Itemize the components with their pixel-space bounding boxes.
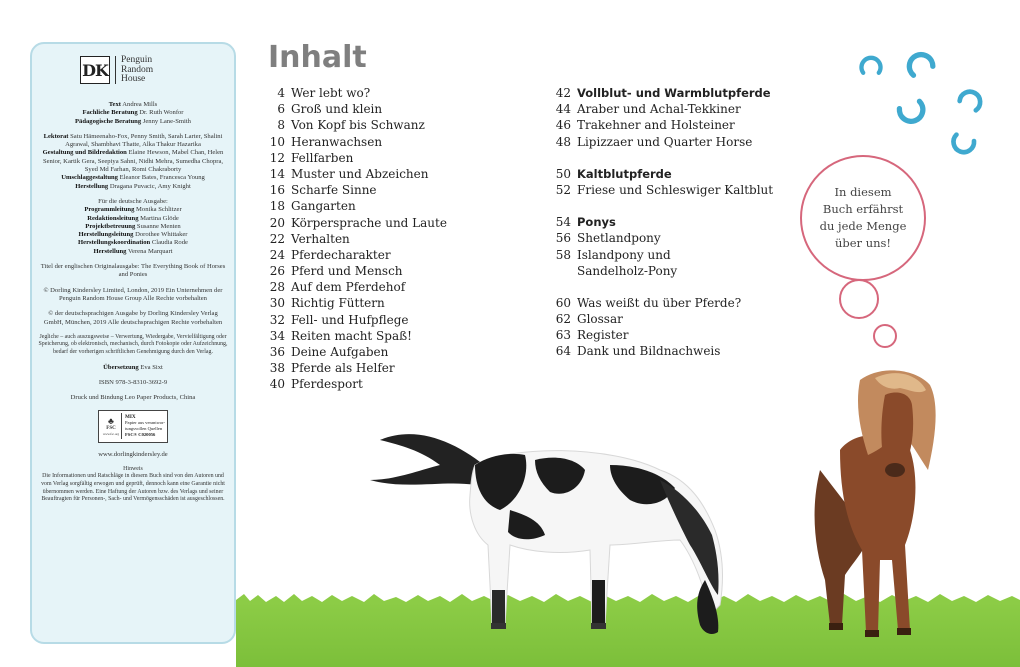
- toc-page-number: 8: [277, 118, 285, 133]
- toc-entry-label: Pferdesport: [291, 377, 363, 392]
- translation-credit: Übersetzung Eva Sixt: [103, 363, 163, 371]
- toc-entry[interactable]: [259, 151, 519, 167]
- toc-page-number: 58: [555, 247, 571, 262]
- toc-entry-label: Sandelholz-Pony: [577, 263, 678, 278]
- toc-right-column: [545, 86, 805, 361]
- toc-entry-label: Fellfarben: [291, 150, 354, 165]
- toc-entry-label: Vollblut- und Warmblutpferde: [577, 86, 771, 100]
- toc-entry[interactable]: [259, 102, 519, 118]
- toc-page-number: 62: [555, 312, 571, 327]
- hint-title: Hinweis: [123, 465, 143, 472]
- credit-line: Gestaltung und Bildredaktion Elaine Hewson, Mabel Chan, Helen Senior, Kartik Gera, Seepiya Sahni, Nidhi Mehra, Sumedha Chopra, Syed Md Farhan, Romi Chakraborty: [42, 149, 224, 174]
- toc-page-number: 30: [269, 296, 285, 311]
- toc-entry[interactable]: [259, 280, 519, 296]
- toc-entry-label: Groß und klein: [291, 102, 383, 117]
- toc-entry-label: Ponys: [577, 215, 616, 230]
- fsc-tree-icon: ♣ FSC www.fsc.org: [101, 413, 122, 439]
- fsc-label: ♣ FSC www.fsc.org MIX Papier aus verantwor- tungsvollen Quellen FSC® C020056: [98, 410, 168, 443]
- toc-entry[interactable]: [545, 118, 805, 134]
- toc-entry-label: Pferde als Helfer: [291, 361, 395, 376]
- toc-entry-label: Islandpony und: [577, 247, 671, 262]
- credit-line: Pädagogische Beratung Jenny Lane-Smith: [75, 117, 191, 125]
- toc-page-number: 54: [555, 215, 571, 230]
- credit-line: Herstellung Dragana Puvacic, Amy Knight: [75, 182, 191, 190]
- copyright-de: © der deutschsprachigen Ausgabe by Dorling Kindersley Verlag GmbH, München, 2019 Alle deutschsprachigen Rechte vorbehalten: [43, 310, 223, 326]
- credit-line: Projektbetreuung Susanne Menten: [85, 222, 181, 230]
- website-link[interactable]: www.dorlingkindersley.de: [98, 450, 168, 458]
- horseshoe-icon: [896, 96, 928, 128]
- toc-entry[interactable]: [259, 296, 519, 312]
- horseshoe-icon: [856, 52, 886, 78]
- toc-entry-label: Muster und Abzeichen: [291, 166, 429, 181]
- credit-line: Umschlaggestaltung Eleanor Bates, Francesca Young: [61, 174, 205, 182]
- credit-line: Fachliche Beratung Dr. Ruth Wonfor: [82, 109, 184, 117]
- credit-line: Text Andrea Mills: [108, 101, 158, 108]
- toc-page-number: 28: [269, 280, 285, 295]
- toc-entry[interactable]: [259, 183, 519, 199]
- toc-entry-label: Kaltblutpferde: [577, 166, 672, 181]
- toc-entry-label: Reiten macht Spaß!: [291, 328, 412, 343]
- toc-page-number: 40: [269, 377, 285, 392]
- credit-block: [38, 198, 228, 256]
- credit-line: Herstellungskoordination Claudia Rode: [78, 239, 188, 247]
- credit-line: Herstellung Verena Marquart: [93, 247, 173, 255]
- rights-notice: Jegliche – auch auszugsweise – Verwertung, Wiedergabe, Vervielfältigung oder Speicherung, ob elektronisch, mechanisch, durch Fotokopie oder Aufzeichnung, bedarf der vorherigen schriftlichen Genehmigung durch den Verlag.: [38, 333, 228, 356]
- printing-info: Druck und Bindung Leo Paper Products, China: [70, 394, 196, 402]
- toc-page-number: 26: [269, 264, 285, 279]
- toc-page-number: 6: [277, 102, 285, 117]
- toc-page-number: 44: [555, 102, 571, 117]
- toc-entry-label: Auf dem Pferdehof: [291, 280, 406, 295]
- toc-entry[interactable]: [545, 296, 805, 312]
- toc-entry-label: Pferdecharakter: [291, 247, 391, 262]
- toc-entry[interactable]: [545, 102, 805, 118]
- toc-page-number: 42: [555, 86, 571, 100]
- toc-group-gap: [545, 280, 805, 296]
- toc-entry-label: Deine Aufgaben: [291, 345, 389, 359]
- toc-entry[interactable]: [259, 377, 519, 393]
- thought-bubble: In diesem Buch erfährst du jede Menge über uns!: [800, 155, 926, 281]
- credit-line: Programmleitung Monika Schlitzer: [84, 206, 182, 214]
- horseshoe-icon: [903, 48, 937, 80]
- toc-entry[interactable]: [259, 345, 519, 361]
- toc-entry[interactable]: [545, 183, 805, 199]
- toc-entry-label: Heranwachsen: [291, 134, 383, 149]
- toc-entry-label: Von Kopf bis Schwanz: [291, 118, 425, 133]
- isbn: ISBN 978-3-8310-3692-9: [98, 378, 168, 386]
- original-title: Titel der englischen Originalausgabe: The Everything Book of Horses and Ponies: [40, 263, 226, 279]
- toc-entry[interactable]: [259, 232, 519, 248]
- toc-page-number: 36: [269, 345, 285, 359]
- imprint-text: [38, 101, 228, 504]
- toc-page-number: 60: [555, 295, 571, 310]
- toc-entry[interactable]: [545, 135, 805, 151]
- credit-line: Herstellungsleitung Dorothee Whittaker: [78, 231, 188, 239]
- toc-entry-label: Gangarten: [291, 199, 356, 214]
- credit-line: Für die deutsche Ausgabe:: [98, 197, 168, 205]
- toc-entry-label: Glossar: [577, 312, 623, 327]
- toc-page-number: 32: [269, 312, 285, 327]
- toc-page-number: 10: [269, 134, 285, 149]
- toc-entry-label: Lipizzaer und Quarter Horse: [577, 134, 753, 149]
- pinto-horse-illustration: [360, 410, 740, 640]
- toc-entry[interactable]: [259, 167, 519, 183]
- toc-entry-label: Wer lebt wo?: [291, 86, 371, 100]
- toc-page-number: 14: [269, 166, 285, 181]
- dk-logo: DK: [80, 56, 110, 84]
- hint-text: Die Informationen und Ratschläge in diesem Buch sind von den Autoren und vom Verlag sorgfältig erwogen und geprüft, dennoch kann eine Garantie nicht übernommen werden. Eine Haftung der Autoren bzw. des Verlags und seiner Beauftragten für Personen-, Sach- und Vermögensschäden ist ausgeschlossen.: [41, 473, 225, 503]
- toc-entry-label: Pferd und Mensch: [291, 264, 403, 279]
- toc-entry-label: Araber und Achal-Tekkiner: [577, 102, 741, 117]
- toc-page-number: 38: [269, 361, 285, 376]
- imprint-panel: [30, 42, 236, 644]
- thought-bubble-dot: [839, 279, 879, 319]
- toc-entry-label: Shetlandpony: [577, 231, 661, 246]
- toc-page-number: 63: [555, 328, 571, 343]
- credit-blocks: [38, 101, 228, 256]
- toc-page-number: 18: [269, 199, 285, 214]
- toc-page-number: 20: [269, 215, 285, 230]
- toc-page-number: 22: [269, 231, 285, 246]
- toc-left-column: [259, 86, 519, 394]
- toc-entry[interactable]: [545, 312, 805, 328]
- toc-entry[interactable]: [259, 135, 519, 151]
- toc-entry-label: Was weißt du über Pferde?: [577, 295, 742, 310]
- toc-page-number: 56: [555, 231, 571, 246]
- toc-page-number: 52: [555, 182, 571, 197]
- toc-entry[interactable]: [259, 248, 519, 264]
- toc-entry-label: Fell- und Hufpflege: [291, 312, 409, 327]
- credit-line: Lektorat Satu Hämeenaho-Fox, Penny Smith, Sarah Larter, Shalini Agrawal, Shambhavi Thatte, Alka Thakur Hazarika: [43, 132, 223, 149]
- credit-block: [38, 101, 228, 126]
- toc-entry-label: Trakehner and Holsteiner: [577, 118, 735, 133]
- horseshoe-icon: [948, 130, 978, 158]
- credit-block: [38, 133, 228, 191]
- shetland-pony-illustration: [800, 360, 945, 645]
- toc-entry[interactable]: [259, 216, 519, 232]
- toc-entry-label: Richtig Füttern: [291, 296, 385, 311]
- toc-entry-label: Register: [577, 328, 629, 343]
- toc-group-gap: [545, 199, 805, 215]
- toc-page-number: 24: [269, 247, 285, 262]
- toc-page-number: 16: [269, 183, 285, 198]
- toc-entry-label: Verhalten: [291, 231, 350, 246]
- toc-entry[interactable]: [545, 344, 805, 360]
- toc-entry[interactable]: [259, 264, 519, 280]
- toc-entry[interactable]: [545, 248, 805, 264]
- toc-page-number: 12: [269, 150, 285, 165]
- toc-entry-label: Scharfe Sinne: [291, 183, 377, 198]
- toc-entry-label: Körpersprache und Laute: [291, 215, 447, 230]
- toc-entry-label: Dank und Bildnachweis: [577, 344, 721, 359]
- toc-group-gap: [545, 151, 805, 167]
- toc-section-heading[interactable]: [545, 215, 805, 231]
- toc-entry[interactable]: [545, 328, 805, 344]
- toc-entry[interactable]: [259, 86, 519, 102]
- toc-entry[interactable]: [259, 329, 519, 345]
- toc-entry[interactable]: [259, 313, 519, 329]
- credit-line: Redaktionsleitung Martina Glöde: [87, 214, 179, 222]
- toc-section-heading[interactable]: [545, 86, 805, 102]
- page-title: Inhalt: [268, 40, 367, 75]
- toc-entry[interactable]: [545, 264, 805, 280]
- toc-entry[interactable]: [259, 199, 519, 215]
- thought-bubble-dot: [873, 324, 897, 348]
- publisher-logo: [80, 56, 153, 85]
- logo-divider: [115, 56, 116, 84]
- toc-page-number: 46: [555, 118, 571, 133]
- penguin-random-house-text: Penguin Random House: [121, 55, 154, 84]
- toc-page-number: 48: [555, 134, 571, 149]
- horseshoe-icon: [956, 86, 986, 114]
- copyright-en: © Dorling Kindersley Limited, London, 2019 Ein Unternehmen der Penguin Random House Group Alle Rechte vorbehalten: [43, 286, 223, 302]
- toc-page-number: 4: [277, 86, 285, 100]
- toc-entry[interactable]: [259, 361, 519, 377]
- toc-page-number: 64: [555, 344, 571, 359]
- toc-section-heading[interactable]: [545, 167, 805, 183]
- toc-page-number: 34: [269, 328, 285, 343]
- toc-entry-label: Friese und Schleswiger Kaltblut: [577, 182, 774, 197]
- toc-entry[interactable]: [545, 231, 805, 247]
- toc-entry[interactable]: [259, 118, 519, 134]
- toc-page-number: 50: [555, 166, 571, 181]
